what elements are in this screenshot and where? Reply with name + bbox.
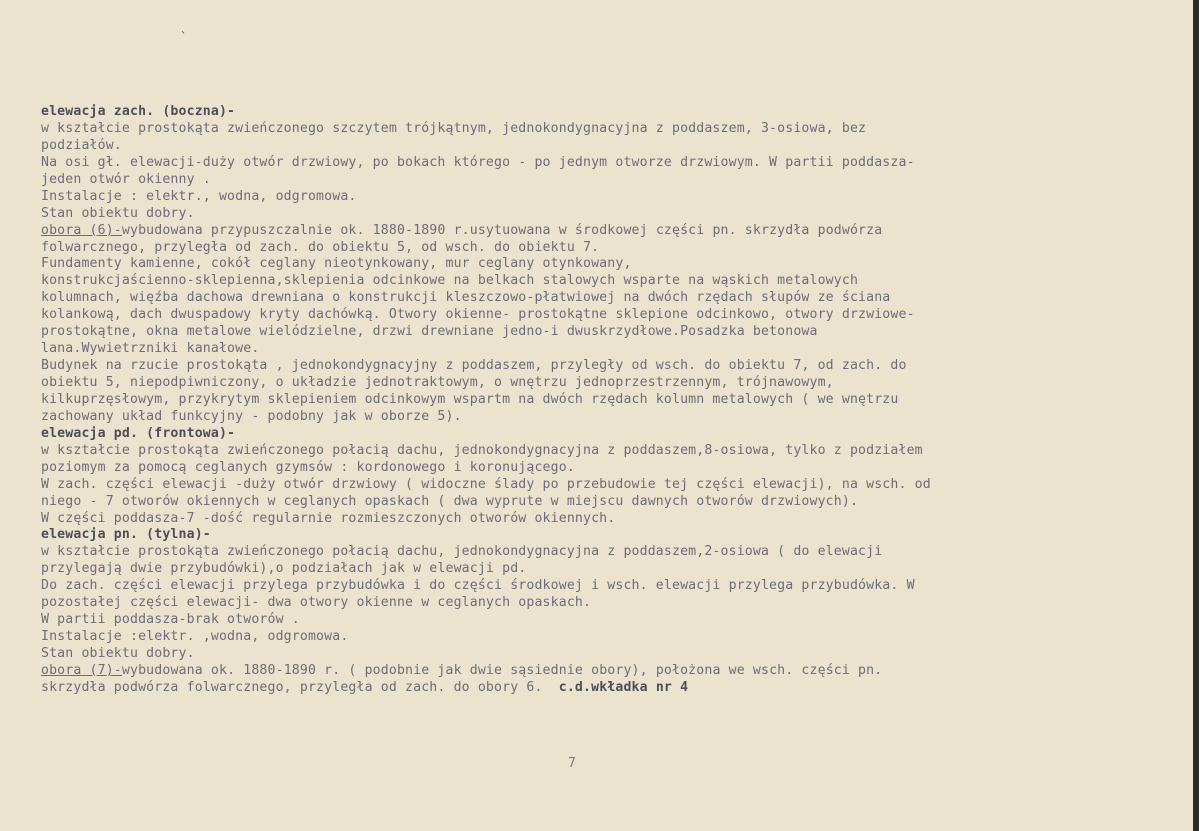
text-line: Stan obiektu dobry. [41, 646, 195, 661]
text-line: jeden otwór okienny . [41, 171, 211, 187]
text-line [41, 663, 1151, 680]
scan-speck: ` [180, 30, 188, 44]
heading-elewacja-zach: elewacja zach. (boczna)- [41, 104, 236, 119]
text-line: Stan obiektu dobry. [41, 205, 195, 221]
text-line: w kształcie prostokąta zwieńczonego połacią dachu, jednokondygnacyjna z poddaszem,2-osiowa ( do elewacji [41, 544, 883, 560]
obora-6-label: obora (6)- [41, 222, 122, 238]
text-line: w kształcie prostokąta zwieńczonego szczytem trójkątnym, jednokondygnacyjna z poddaszem, 3-osiowa, bez [41, 120, 867, 136]
text-span: wybudowana przypuszczalnie ok. 1880-1890 r.usytuowana w środkowej części pn. skrzydła podwórza [121, 222, 883, 238]
text-line: poziomym za pomocą ceglanych gzymsów : kordonowego i koronującego. [41, 459, 575, 475]
text-line: Fundamenty kamienne, cokół ceglany nieotynkowany, mur ceglany otynkowany, [41, 256, 632, 272]
text-line: zachowany układ funkcyjny - podobny jak w oborze 5). [41, 408, 462, 424]
heading-elewacja-pn: elewacja pn. (tylna)- [41, 527, 211, 543]
document-text [41, 104, 1151, 697]
text-line: W części poddasza-7 -dość regularnie rozmieszczonych otworów okiennych. [41, 510, 616, 526]
text-line: lana.Wywietrzniki kanałowe. [41, 341, 260, 357]
text-line: W zach. części elewacji -duży otwór drzwiowy ( widoczne ślady po przebudowie tej części elewacji), na wsch. od [41, 476, 931, 492]
text-span: wybudowana ok. 1880-1890 r. ( podobnie jak dwie sąsiednie obory), położona we wsch. części pn. [121, 662, 883, 678]
text-line: Instalacje :elektr. ,wodna, odgromowa. [41, 629, 349, 645]
text-line: kolankową, dach dwuspadowy kryty dachówką. Otwory okienne- prostokątne sklepione odcinkowo, otwory drzwiowe- [41, 307, 915, 323]
text-line: kolumnach, więźba dachowa drewniana o konstrukcji kleszczowo-płatwiowej na dwóch rzędach słupów ze ściana [41, 290, 891, 306]
heading-elewacja-pd: elewacja pd. (frontowa)- [41, 425, 236, 441]
text-line [41, 680, 1151, 697]
obora-7-label: obora (7)- [41, 662, 122, 678]
text-line: niego - 7 otworów okiennych w ceglanych opaskach ( dwa wyprute w miejscu dawnych otworów drzwiowych). [41, 493, 859, 509]
text-line: folwarcznego, przyległa od zach. do obiektu 5, od wsch. do obiektu 7. [41, 239, 600, 255]
text-line: konstrukcjaścienno-sklepienna,sklepienia odcinkowe na belkach stalowych wsparte na wąskich metalowych [41, 273, 859, 289]
text-line: pozostałej części elewacji- dwa otwory okienne w ceglanych opaskach. [41, 595, 592, 611]
scan-edge [1193, 0, 1199, 831]
text-line: Do zach. części elewacji przylega przybudówka i do części środkowej i wsch. elewacji przylega przybudówka. W [41, 578, 915, 594]
text-line: obiektu 5, niepodpiwniczony, o układzie jednotraktowym, o wnętrzu jednoprzestrzennym, trójnawowym, [41, 375, 834, 390]
continuation-note: c.d.wkładka nr 4 [558, 679, 689, 695]
text-line: podziałów. [41, 137, 122, 153]
text-span: skrzydła podwórza folwarcznego, przyległa od zach. do obory 6. [41, 679, 543, 695]
page-number: 7 [568, 756, 576, 771]
text-line: przylegają dwie przybudówki),o podziałach jak w elewacji pd. [41, 561, 527, 577]
text-line: w kształcie prostokąta zwieńczonego połacią dachu, jednokondygnacyjna z poddaszem,8-osiowa, tylko z podziałem [41, 442, 923, 458]
text-line [41, 223, 1151, 240]
text-line: Instalacje : elektr., wodna, odgromowa. [41, 188, 357, 204]
text-line: Na osi gł. elewacji-duży otwór drzwiowy, po bokach którego - po jednym otworze drzwiowym. W partii poddasza- [41, 154, 915, 170]
text-line: Budynek na rzucie prostokąta , jednokondygnacyjny z poddaszem, przyległy od wsch. do obiektu 7, od zach. do [41, 358, 907, 374]
text-line: W partii poddasza-brak otworów . [41, 612, 300, 628]
text-line: kilkuprzęsłowym, przykrytym sklepieniem odcinkowym wspartm na dwóch rzędach kolumn metalowych ( we wnętrzu [41, 391, 899, 407]
text-line: prostokątne, okna metalowe wielódzielne, drzwi drewniane jedno-i dwuskrzydłowe.Posadzka betonowa [41, 324, 818, 340]
